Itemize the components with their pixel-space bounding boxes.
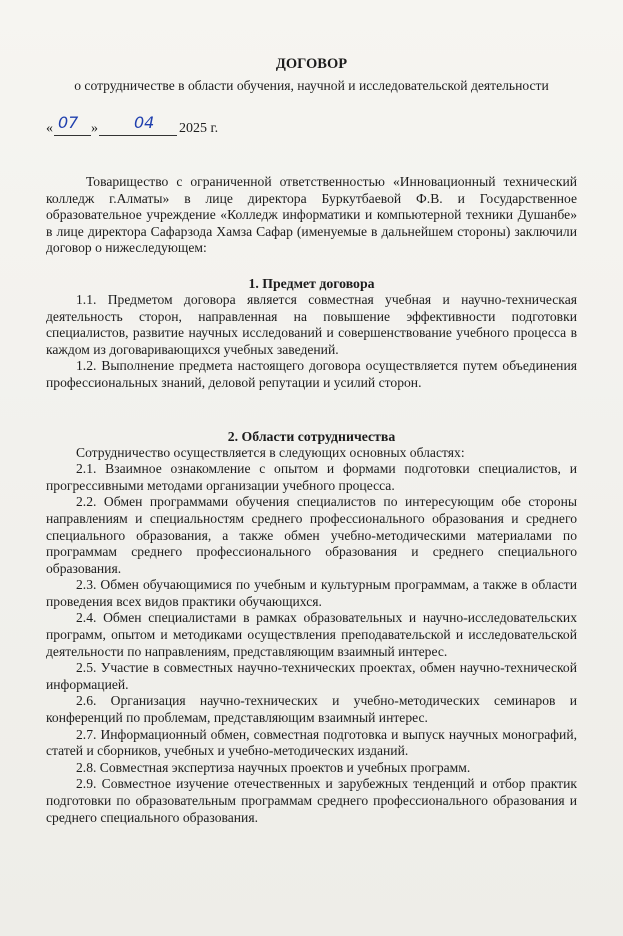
date-close-quote: » (91, 121, 98, 136)
section-2-lead: Сотрудничество осуществляется в следующих основных областях: (76, 444, 465, 460)
clause-2-7: 2.7. Информационный обмен, совместная подготовка и выпуск научных монографий, статей и сборников, учебных и учебно-методических изданий. (46, 726, 577, 759)
clause-2-2: 2.2. Обмен программами обучения специалистов по интересующим обе стороны направлениям и специальностям среднего профессионального образования и среднего специального образования, а также обмен учебно-методическими материалами по программам среднего профессионального образования и среднего специального образования. (46, 494, 577, 576)
clause-2-5: 2.5. Участие в совместных научно-технических проектах, обмен научно-технической информацией. (46, 660, 577, 692)
clause-2-1: 2.1. Взаимное ознакомление с опытом и формами подготовки специалистов, и прогрессивными методами организации учебного процесса. (46, 461, 577, 493)
clause-2-4: 2.4. Обмен специалистами в рамках образовательных и научно-исследовательских программ, опытом и методиками осуществления преподавательской и исследовательской деятельности по направлениям, представляющим взаимный интерес. (46, 610, 577, 659)
section-2-heading: 2. Области сотрудничества (227, 428, 396, 444)
handwritten-month: 04 (134, 113, 155, 132)
section-1-heading: 1. Предмет договора (248, 275, 375, 291)
date-open-quote: « (46, 121, 53, 136)
clause-2-3: 2.3. Обмен обучающимися по учебным и культурным программам, а также в области проведения всех видов практики обучающихся. (46, 577, 577, 609)
document-title: ДОГОВОР (275, 56, 348, 72)
handwritten-day: 07 (58, 113, 79, 132)
clause-1-2: 1.2. Выполнение предмета настоящего договора осуществляется путем объединения профессиональных знаний, деловой репутации и усилий сторон. (46, 358, 577, 390)
clause-2-6: 2.6. Организация научно-технических и учебно-методических семинаров и конференций по проблемам, представляющим взаимный интерес. (46, 693, 577, 726)
intro-paragraph: Товарищество с ограниченной ответственностью «Инновационный технический колледж г.Алматы» в лице директора Буркутбаевой Ф.В. и Государственное образовательное учреждение «Колледж информатики и компьютерной техники Душанбе» в лице директора Сафарзода Хамза Сафар (именуемые в дальнейшем стороны) заключили договор о нижеследующем: (46, 174, 577, 256)
date-line (46, 113, 577, 138)
clause-1-1: 1.1. Предметом договора является совместная учебная и научно-техническая деятельность сторон, направленная на повышение эффективности подготовки специалистов, развитие научных исследований и совершенствование учебного процесса в каждом из договаривающихся учебных заведений. (46, 291, 577, 357)
section-2 (46, 428, 577, 827)
clause-2-8: 2.8. Совместная экспертиза научных проектов и учебных программ. (76, 759, 471, 775)
clause-2-9: 2.9. Совместное изучение отечественных и зарубежных тенденций и отбор практик подготовки по образовательным программам среднего профессионального образования и среднего специального образования. (46, 776, 577, 825)
document-subtitle: о сотрудничестве в области обучения, научной и исследовательской деятельности (74, 78, 549, 93)
month-underline (99, 135, 177, 136)
section-1 (46, 275, 577, 392)
date-year: 2025 г. (179, 121, 219, 136)
day-underline (54, 135, 91, 136)
